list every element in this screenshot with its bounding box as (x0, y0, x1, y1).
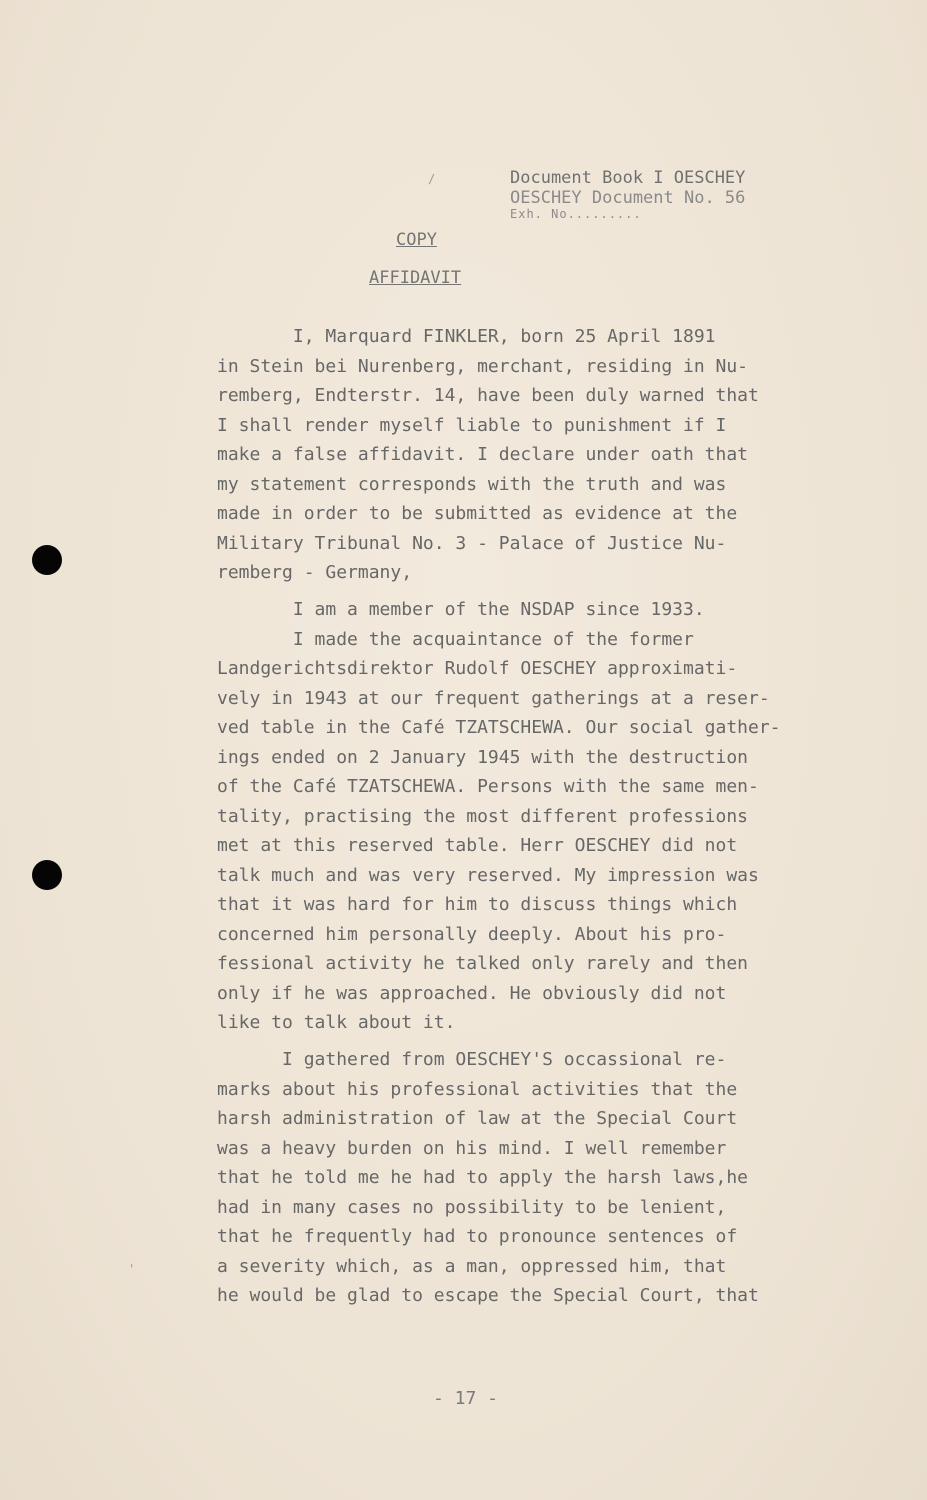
copy-title: COPY (396, 230, 437, 250)
header-line-exhibit: Exh. No......... (510, 207, 642, 221)
punch-hole-bottom (32, 860, 62, 890)
paragraph-acquaintance: I am a member of the NSDAP since 1933. I made the acquaintance of the former Landgerichtsdirektor Rudolf OESCHEY approximati- vely in 1943 at our frequent gatherings at a reser- ved table in the Café TZATSCHEWA. Our social gather- ings ended on 2 January 1945 with the destruction of the Café TZATSCHEWA. Persons with the same men- tality, practising the most different professions met at this reserved table. Herr OESCHEY did not talk much and was very reserved. My impression was that it was hard for him to discuss things which concerned him personally deeply. About his pro- fessional activity he talked only rarely and then only if he was approached. He obviously did not like to talk about it. (217, 599, 781, 1033)
header-line-document: OESCHEY Document No. 56 (510, 188, 746, 208)
stray-mark: / (428, 172, 436, 186)
stray-mark: ' (128, 1262, 136, 1276)
paragraph-remarks: I gathered from OESCHEY'S occassional re- marks about his professional activities that the harsh administration of law at the Special Court was a heavy burden on his mind. I well remember that he told me he had to apply the harsh laws,he had in many cases no possibility to be lenient, that he frequently had to pronounce sentences of a severity which, as a man, oppressed him, that he would be glad to escape the Special Court, that (217, 1049, 759, 1306)
header-line-book: Document Book I OESCHEY (510, 168, 746, 188)
document-header (510, 168, 745, 220)
page-number: - 17 - (433, 1388, 499, 1409)
punch-hole-top (32, 545, 62, 575)
affidavit-title: AFFIDAVIT (369, 268, 462, 288)
paragraph-declaration: I, Marquard FINKLER, born 25 April 1891 in Stein bei Nurenberg, merchant, residing in Nu- remberg, Endterstr. 14, have been duly warned that I shall render myself liable to punishment if I make a false affidavit. I declare under oath that my statement corresponds with the truth and was made in order to be submitted as evidence at the Military Tribunal No. 3 - Palace of Justice Nu- remberg - Germany, (217, 326, 759, 583)
